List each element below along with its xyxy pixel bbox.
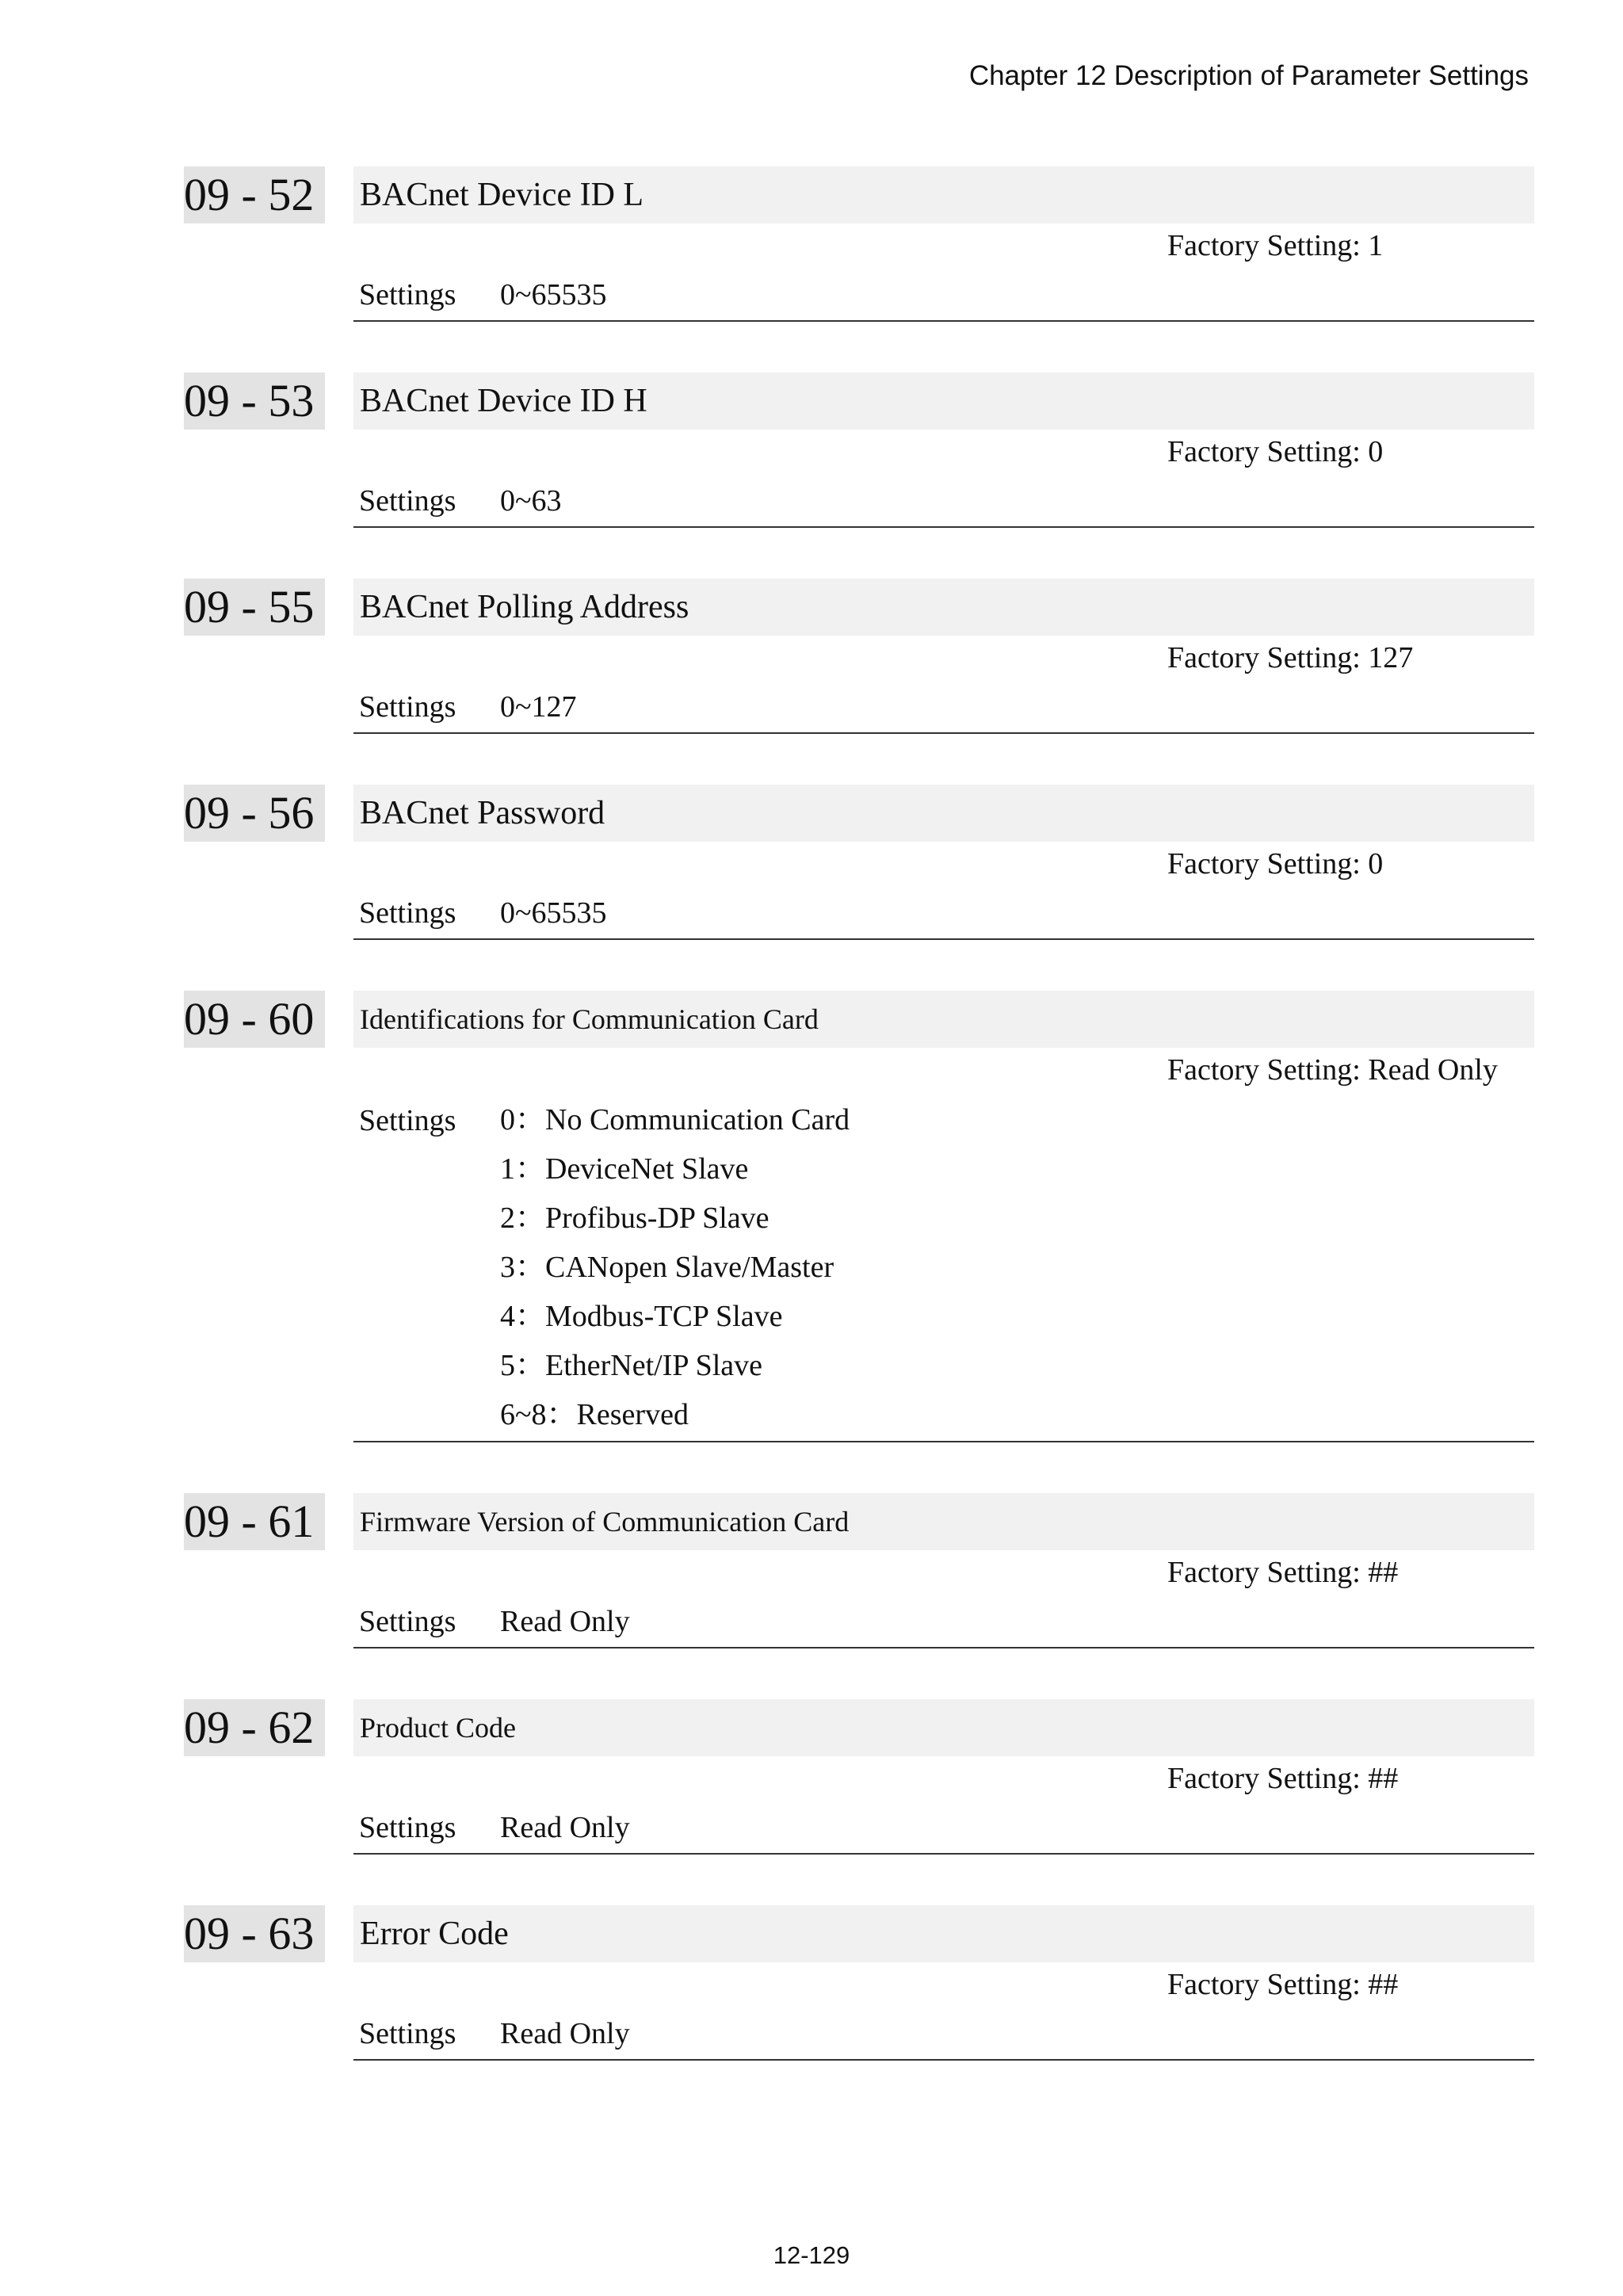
factory-setting: Factory Setting: 127 <box>1167 641 1414 674</box>
param-title: Identifications for Communication Card <box>360 1003 819 1035</box>
param-title: Product Code <box>360 1712 516 1744</box>
section-divider <box>353 320 1534 322</box>
settings-value: 0~65535 <box>500 278 607 311</box>
factory-setting: Factory Setting: 1 <box>1167 229 1384 262</box>
param-09-56 <box>0 785 1623 943</box>
factory-setting: Factory Setting: 0 <box>1167 847 1384 881</box>
factory-setting: Factory Setting: Read Only <box>1167 1053 1498 1087</box>
factory-setting: Factory Setting: ## <box>1167 1556 1399 1589</box>
settings-label: Settings <box>359 1104 456 1137</box>
param-number: 09 - 62 <box>184 1699 325 1756</box>
settings-option: 3：CANopen Slave/Master <box>500 1251 834 1284</box>
settings-option: 6~8：Reserved <box>500 1398 689 1431</box>
param-09-61 <box>0 1493 1623 1652</box>
settings-option: 4：Modbus-TCP Slave <box>500 1300 783 1333</box>
settings-label: Settings <box>359 278 456 311</box>
settings-option: 0：No Communication Card <box>500 1103 850 1137</box>
param-title-bar <box>353 785 1534 842</box>
param-09-52 <box>0 166 1623 325</box>
settings-option: 5：EtherNet/IP Slave <box>500 1349 763 1382</box>
param-title: BACnet Polling Address <box>360 589 689 625</box>
section-divider <box>353 938 1534 940</box>
settings-label: Settings <box>359 2017 456 2050</box>
param-number: 09 - 56 <box>184 785 325 842</box>
param-number: 09 - 61 <box>184 1493 325 1550</box>
factory-setting: Factory Setting: 0 <box>1167 435 1384 468</box>
param-title-bar <box>353 372 1534 430</box>
param-09-60 <box>0 991 1623 1435</box>
param-09-55 <box>0 579 1623 737</box>
param-title: Firmware Version of Communication Card <box>360 1506 850 1538</box>
factory-setting: Factory Setting: ## <box>1167 1968 1399 2001</box>
param-title: BACnet Device ID H <box>360 383 647 419</box>
settings-label: Settings <box>359 1811 456 1844</box>
param-number: 09 - 52 <box>184 166 325 223</box>
param-title-bar <box>353 579 1534 636</box>
param-09-62 <box>0 1699 1623 1858</box>
settings-value: Read Only <box>500 1605 630 1638</box>
settings-value: 0~65535 <box>500 896 607 930</box>
param-title-bar <box>353 1493 1534 1550</box>
param-number: 09 - 53 <box>184 372 325 430</box>
section-divider <box>353 732 1534 734</box>
param-09-53 <box>0 372 1623 531</box>
settings-label: Settings <box>359 690 456 724</box>
param-number: 09 - 55 <box>184 579 325 636</box>
section-divider <box>353 2059 1534 2061</box>
settings-option: 1：DeviceNet Slave <box>500 1152 749 1186</box>
factory-setting: Factory Setting: ## <box>1167 1762 1399 1795</box>
param-title: BACnet Device ID L <box>360 177 644 213</box>
param-number: 09 - 60 <box>184 991 325 1048</box>
settings-value: Read Only <box>500 2017 630 2050</box>
page-number: 12-129 <box>773 2241 850 2269</box>
param-number: 09 - 63 <box>184 1905 325 1962</box>
settings-value: Read Only <box>500 1811 630 1844</box>
section-divider <box>353 526 1534 528</box>
settings-value: 0~127 <box>500 690 577 724</box>
param-title-bar <box>353 1905 1534 1962</box>
param-title-bar <box>353 1699 1534 1756</box>
param-title-bar <box>353 991 1534 1048</box>
section-divider <box>353 1441 1534 1442</box>
param-09-63 <box>0 1905 1623 2064</box>
section-divider <box>353 1647 1534 1648</box>
settings-label: Settings <box>359 1605 456 1638</box>
param-title: BACnet Password <box>360 795 605 831</box>
settings-option: 2：Profibus-DP Slave <box>500 1201 769 1235</box>
param-title-bar <box>353 166 1534 223</box>
settings-option-list <box>500 1102 850 1446</box>
chapter-header: Chapter 12 Description of Parameter Settings <box>968 60 1529 91</box>
settings-value: 0~63 <box>500 484 562 518</box>
section-divider <box>353 1853 1534 1855</box>
param-title: Error Code <box>360 1916 509 1952</box>
settings-label: Settings <box>359 484 456 518</box>
settings-label: Settings <box>359 896 456 930</box>
